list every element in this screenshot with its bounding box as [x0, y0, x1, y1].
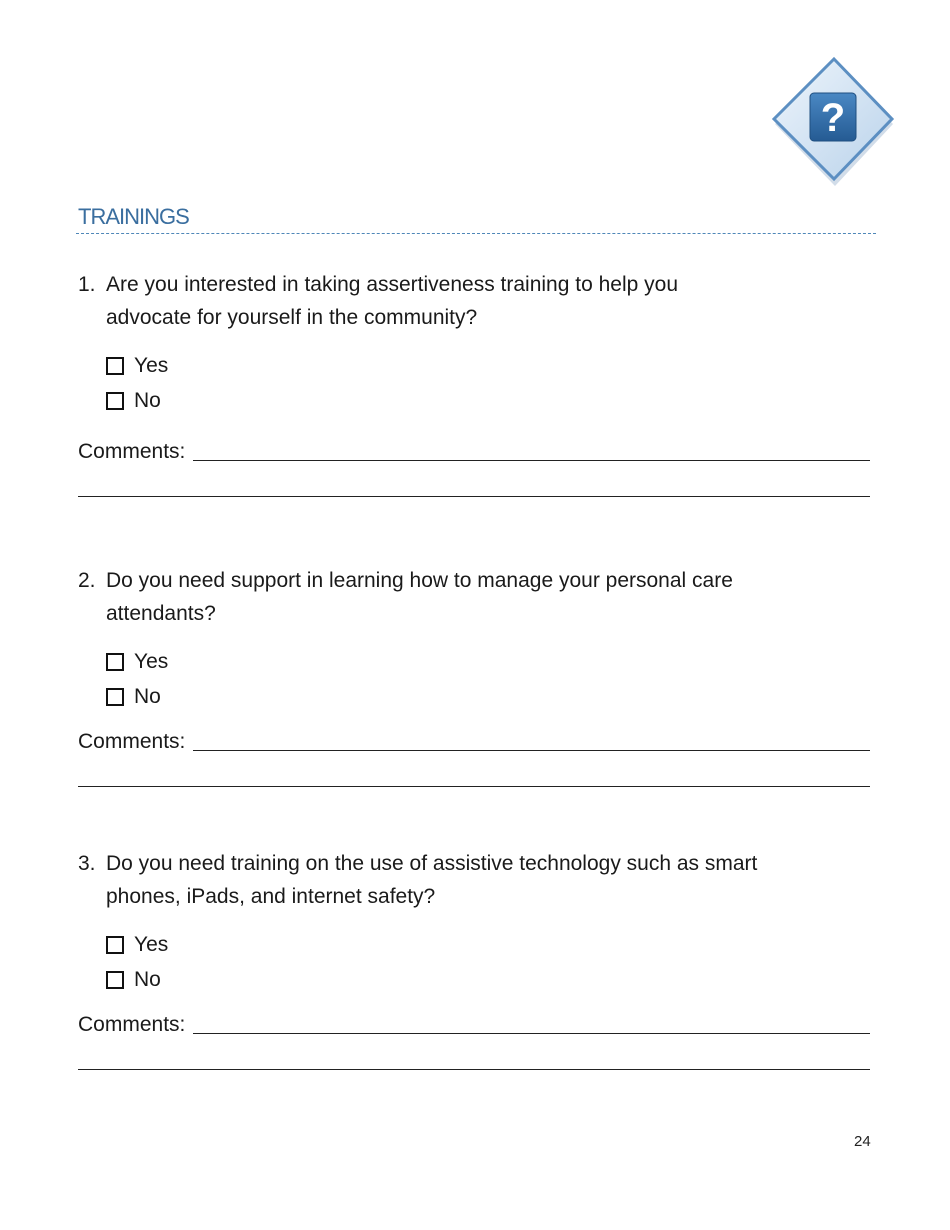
question-text-line1: Do you need support in learning how to manage your personal care	[106, 569, 733, 592]
question-3	[78, 847, 858, 913]
option-yes[interactable]	[106, 351, 168, 381]
option-label: No	[134, 685, 161, 708]
question-text-line2: advocate for yourself in the community?	[106, 306, 478, 329]
checkbox-no[interactable]	[106, 688, 124, 706]
option-label: Yes	[134, 354, 169, 377]
comments-line[interactable]	[193, 726, 870, 751]
question-text-line1: Are you interested in taking assertiveness training to help you	[106, 273, 678, 296]
question-2	[78, 564, 858, 630]
comments-label: Comments:	[78, 730, 186, 753]
comments-line-continued[interactable]	[78, 1069, 870, 1070]
comments-line-continued[interactable]	[78, 496, 870, 497]
option-no[interactable]	[106, 965, 161, 995]
comments-line[interactable]	[193, 436, 870, 461]
option-no[interactable]	[106, 386, 161, 416]
question-text-line2: attendants?	[106, 602, 216, 625]
option-no[interactable]	[106, 682, 161, 712]
question-text-line1: Do you need training on the use of assistive technology such as smart	[106, 852, 758, 875]
comments-field[interactable]	[78, 1009, 870, 1040]
checkbox-no[interactable]	[106, 971, 124, 989]
page-number: 24	[854, 1133, 871, 1150]
comments-field[interactable]	[78, 436, 870, 467]
option-yes[interactable]	[106, 930, 168, 960]
question-number: 3.	[78, 852, 96, 875]
question-1	[78, 268, 858, 334]
section-title: TRAININGS	[78, 204, 189, 229]
option-label: Yes	[134, 650, 169, 673]
svg-text:?: ?	[820, 96, 846, 140]
checkbox-yes[interactable]	[106, 936, 124, 954]
question-number: 2.	[78, 569, 96, 592]
question-mark-diamond-icon	[770, 55, 898, 187]
option-label: Yes	[134, 933, 169, 956]
option-yes[interactable]	[106, 647, 168, 677]
checkbox-no[interactable]	[106, 392, 124, 410]
section-divider	[76, 233, 876, 234]
option-label: No	[134, 968, 161, 991]
comments-line[interactable]	[193, 1009, 870, 1034]
comments-label: Comments:	[78, 1013, 186, 1036]
question-text-line2: phones, iPads, and internet safety?	[106, 885, 436, 908]
question-number: 1.	[78, 273, 96, 296]
comments-line-continued[interactable]	[78, 786, 870, 787]
comments-field[interactable]	[78, 726, 870, 757]
option-label: No	[134, 389, 161, 412]
comments-label: Comments:	[78, 440, 186, 463]
checkbox-yes[interactable]	[106, 357, 124, 375]
checkbox-yes[interactable]	[106, 653, 124, 671]
